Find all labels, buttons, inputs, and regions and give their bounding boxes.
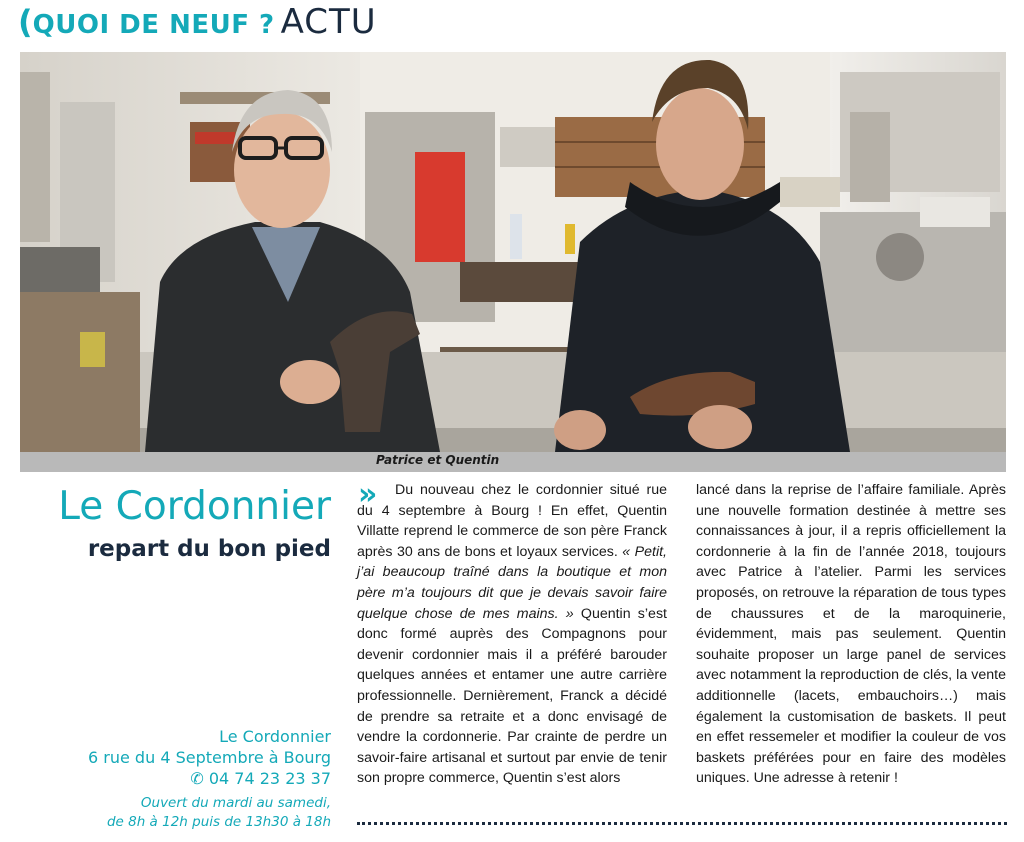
shop-photo-illustration <box>20 52 1006 452</box>
article-title: Le Cordonnier <box>58 484 331 529</box>
article-column-1 <box>357 477 667 789</box>
article-quote: « Petit, j’ai beaucoup traîné dans la boutique et mon père m’a toujours dit que je devais savoir faire quelque chose de mes mains. » <box>357 543 667 622</box>
shop-phone: ✆ 04 74 23 23 37 <box>190 769 331 788</box>
header-section-title: ACTU <box>280 2 377 42</box>
dotted-divider <box>357 822 1007 825</box>
photo-caption-bar <box>20 452 1006 472</box>
shop-contact-block <box>88 726 331 832</box>
section-header <box>18 2 377 42</box>
article-paragraph-continued: Quentin s’est donc formé auprès des Compagnons pour devenir cordonnier mais il a préféré barouder quelques années et entamer une autre carrière professionnelle. Dernièrement, Franck a décidé de prendre sa retraite et a donc envisagé de vendre la cordonnerie. Par crainte de perdre un savoir-faire artisanal et surtout par envie de tenir son propre commerce, Quentin s’est alors <box>357 605 667 787</box>
article-photo <box>20 52 1006 452</box>
header-section-label: QUOI DE NEUF ? <box>32 10 275 40</box>
shop-name: Le Cordonnier <box>219 727 331 746</box>
shop-address: 6 rue du 4 Septembre à Bourg <box>88 748 331 767</box>
article-paragraph-column-2: lancé dans la reprise de l’affaire familiale. Après une nouvelle formation destinée à mettre ses connaissances à jour, il a repris officiellement la cordonnerie à la fin de l’année 2018, toujours avec Patrice à l’atelier. Parmi les services proposés, on retrouve la réparation de tous types de chaussures et de la maroquinerie, évidemment, mais pas seulement. Quentin souhaite proposer un large panel de services avec notamment la reproduction de clés, la vente additionnelle (lacets, embauchoirs…) mais également la customisation de baskets. Il peut en effet ressemeler et modifier la couleur de vos baskets préférées pour en faire des modèles uniques. Une adresse à retenir ! <box>696 482 1006 787</box>
article-column-2 <box>696 480 1006 789</box>
quote-mark-icon: » <box>358 477 378 512</box>
photo-caption: Patrice et Quentin <box>376 453 500 467</box>
article-paragraph-intro: Du nouveau chez le cordonnier situé rue du 4 septembre à Bourg ! En effet, Quentin Villatte reprend le commerce de son père Franck après 30 ans de bons et loyaux services. <box>357 482 667 560</box>
article-subtitle: repart du bon pied <box>87 536 331 562</box>
shop-hours-days: Ouvert du mardi au samedi, <box>140 795 331 811</box>
shop-hours-times: de 8h à 12h puis de 13h30 à 18h <box>106 814 331 830</box>
header-parenthesis: ( <box>18 3 33 41</box>
